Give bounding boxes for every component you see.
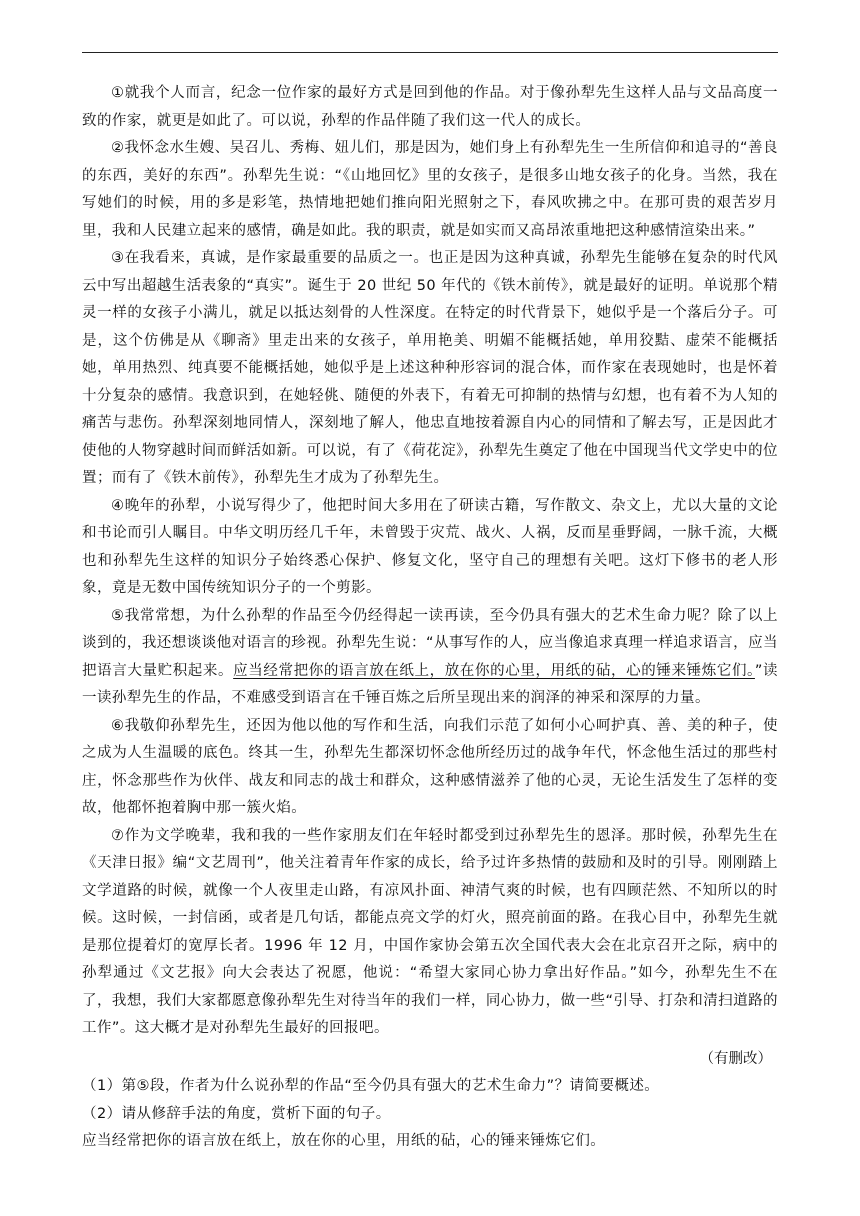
paragraph-6: ⑥我敬仰孙犁先生，还因为他以他的写作和生活，向我们示范了如何小心呵护真、善、美的种子，使之成为人生温暖的底色。终其一生，孙犁先生都深切怀念他所经历过的战争年代，怀念他生活过的那些村庄，怀念那些作为伙伴、战友和同志的战士和群众，这种感情滋养了他的心灵，无论生活发生了怎样的变故，他都怀抱着胸中那一簇火焰。: [82, 717, 778, 816]
header-rule: [82, 52, 778, 53]
paragraph-1: ①就我个人而言，纪念一位作家的最好方式是回到他的作品。对于像孙犁先生这样人品与文品高度一致的作家，就更是如此了。可以说，孙犁的作品伴随了我们这一代人的成长。: [82, 85, 778, 129]
source-note: （有删改）: [699, 1050, 772, 1067]
question-2-sentence: 应当经常把你的语言放在纸上，放在你的心里，用纸的砧，心的锤来锤炼它们。: [82, 1133, 606, 1149]
passage-content: [82, 80, 778, 1156]
question-1: （1）第⑤段，作者为什么说孙犁的作品“至今仍具有强大的艺术生命力”？请简要概述。: [82, 1078, 660, 1094]
paragraph-2: ②我怀念水生嫂、吴召儿、秀梅、妞儿们，那是因为，她们身上有孙犁先生一生所信仰和追寻的“善良的东西，美好的东西”。孙犁先生说：“《山地回忆》里的女孩子，是很多山地女孩子的化身。当然，我在写她们的时候，用的多是彩笔，热情地把她们推向阳光照射之下，春风吹拂之中。在那可贵的艰苦岁月里，我和人民建立起来的感情，确是如此。我的职责，就是如实而又高昂浓重地把这种感情渲染出来。”: [82, 140, 778, 239]
paragraph-5: [82, 603, 778, 713]
paragraph-5-part-2: ”读一读孙犁先生的作品，不难感受到语言在千锤百炼之后所呈现出来的润泽的神采和深厚的力量。: [82, 662, 778, 706]
question-2: （2）请从修辞手法的角度，赏析下面的句子。: [82, 1105, 391, 1122]
paragraph-7: ⑦作为文学晚辈，我和我的一些作家朋友们在年轻时都受到过孙犁先生的恩泽。那时候，孙犁先生在《天津日报》编“文艺周刊”，他关注着青年作家的成长，给予过许多热情的鼓励和及时的引导。刚刚踏上文学道路的时候，就像一个人夜里走山路，有凉风扑面、神清气爽的时候，也有四顾茫然、不知所以的时候。这时候，一封信函，或者是几句话，都能点亮文学的灯火，照亮前面的路。在我心目中，孙犁先生就是那位提着灯的宽厚长者。1996 年 12 月，中国作家协会第五次全国代表大会在北京召开之际，病中的孙犁通过《文艺报》向大会表达了祝愿，他说：“希望大家同心协力拿出好作品。”如今，孙犁先生不在了，我想，我们大家都愿意像孙犁先生对待当年的我们一样，同心协力，做一些“引导、打杂和清扫道路的工作”。这大概才是对孙犁先生最好的回报吧。: [82, 827, 778, 1036]
underlined-sentence: 应当经常把你的语言放在纸上，放在你的心里，用纸的砧，心的锤来锤炼它们。: [233, 662, 755, 679]
paragraph-5-part-1: ⑤我常常想，为什么孙犁的作品至今仍经得起一读再读，至今仍具有强大的艺术生命力呢？除了以上谈到的，我还想谈谈他对语言的珍视。孙犁先生说：“从事写作的人，应当像追求真理一样追求语言，应当把语言大量贮积起来。: [82, 607, 778, 679]
paragraph-4: ④晚年的孙犁，小说写得少了，他把时间大多用在了研读古籍，写作散文、杂文上，尤以大量的文论和书论而引人瞩目。中华文明历经几千年，未曾毁于灾荒、战火、人祸，反而星垂野阔，一脉千流，大概也和孙犁先生这样的知识分子始终悉心保护、修复文化，坚守自己的理想有关吧。这灯下修书的老人形象，竟是无数中国传统知识分子的一个剪影。: [82, 497, 778, 596]
paragraph-3: ③在我看来，真诚，是作家最重要的品质之一。也正是因为这种真诚，孙犁先生能够在复杂的时代风云中写出超越生活表象的“真实”。诞生于 20 世纪 50 年代的《铁木前传》，就是最好的证明。单说那个精灵一样的女孩子小满儿，就足以抵达刻骨的人性深度。在特定的时代背景下，她似乎是一个落后分子。可是，这个仿佛是从《聊斋》里走出来的女孩子，单用艳美、明媚不能概括她，单用狡黠、虚荣不能概括她，单用热烈、纯真要不能概括她，她似乎是上述这种种形容词的混合体，而作家在表现她时，也是怀着十分复杂的感情。我意识到，在她轻佻、随便的外表下，有着无可抑制的热情与幻想，也有着不为人知的痛苦与悲伤。孙犁深刻地同情人，深刻地了解人，他忠直地按着源自内心的同情和了解去写，正是因此才使他的人物穿越时间而鲜活如新。可以说，有了《荷花淀》，孙犁先生奠定了他在中国现当代文学史中的位置；而有了《铁木前传》，孙犁先生才成为了孙犁先生。: [82, 250, 778, 486]
